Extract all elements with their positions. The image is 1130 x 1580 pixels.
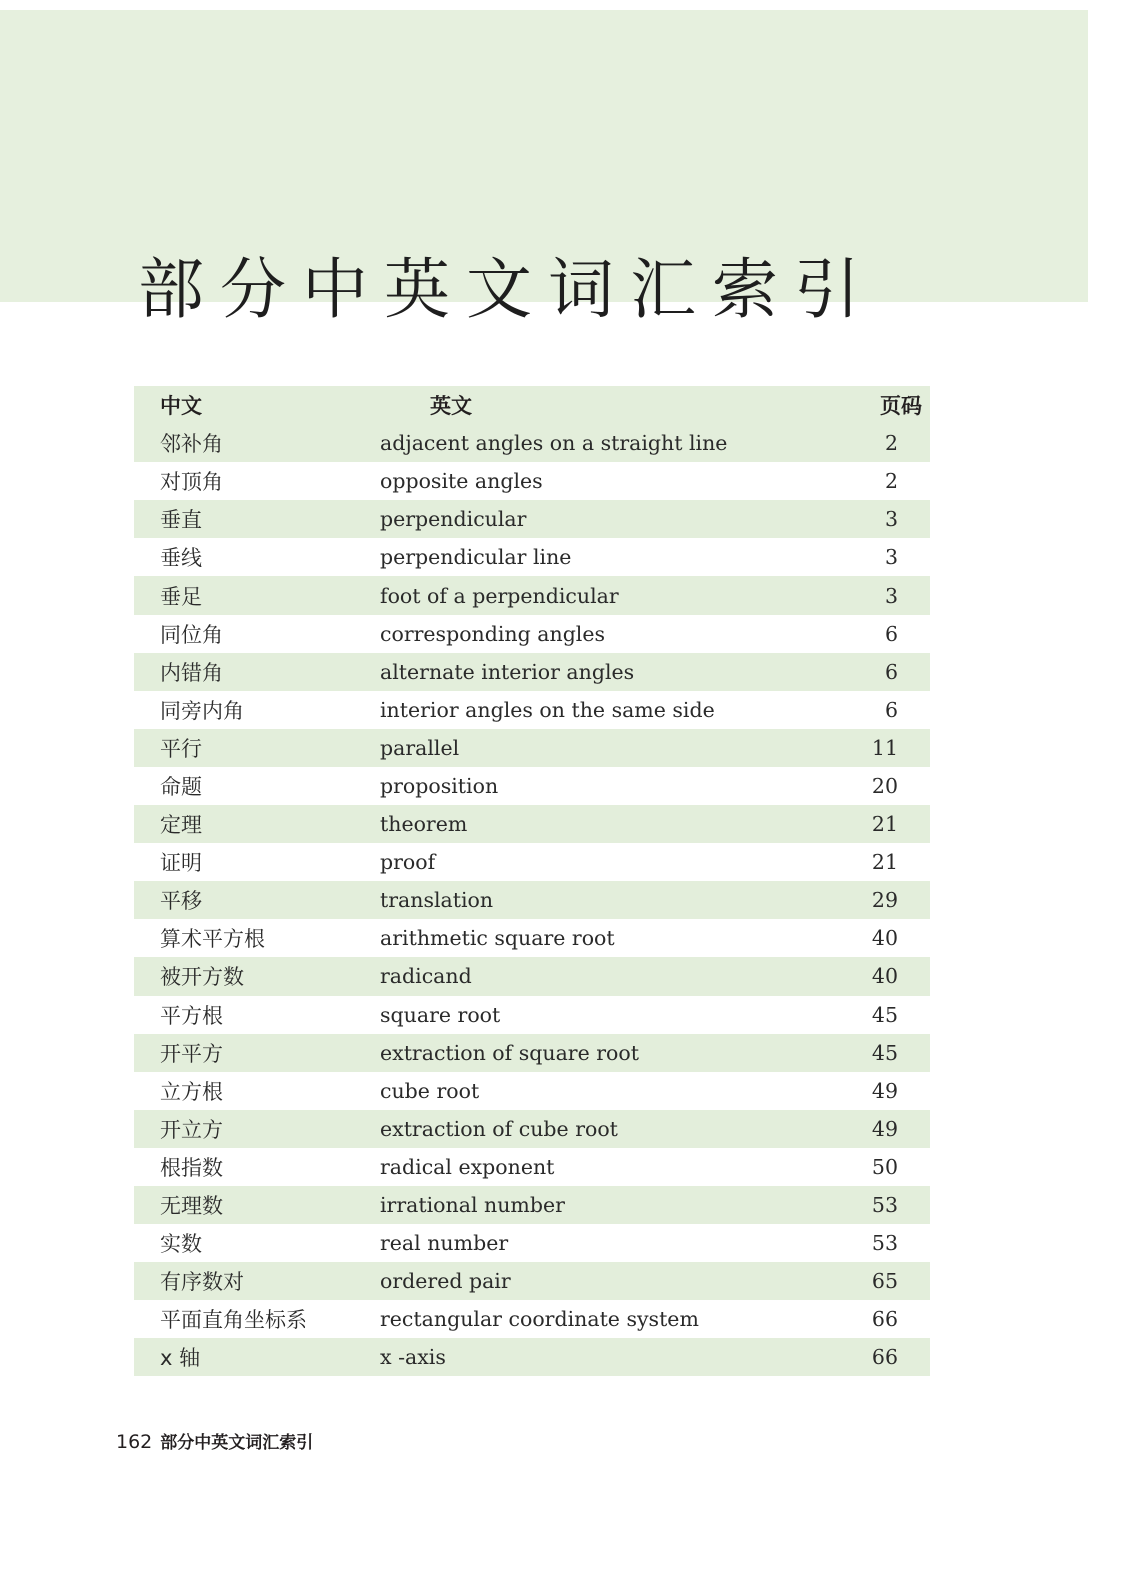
english-term: arithmetic square root bbox=[380, 926, 615, 951]
chinese-term: 内错角 bbox=[160, 660, 223, 685]
table-row bbox=[134, 1110, 930, 1148]
chinese-term: 平面直角坐标系 bbox=[160, 1308, 307, 1333]
table-row bbox=[134, 1148, 930, 1186]
table-row bbox=[134, 1072, 930, 1110]
english-term: square root bbox=[380, 1002, 501, 1027]
page-ref: 2 bbox=[884, 431, 898, 456]
chinese-term: 对顶角 bbox=[160, 470, 223, 495]
page-ref: 40 bbox=[871, 926, 898, 951]
english-term: rectangular coordinate system bbox=[380, 1307, 699, 1332]
page-ref: 3 bbox=[884, 507, 898, 532]
chinese-term: 邻补角 bbox=[160, 432, 223, 457]
chinese-term: 命题 bbox=[160, 774, 202, 799]
page-ref: 11 bbox=[871, 735, 898, 760]
chinese-term: 无理数 bbox=[160, 1194, 223, 1219]
page-ref: 6 bbox=[884, 697, 898, 722]
english-term: proposition bbox=[380, 773, 499, 798]
chinese-term: 同旁内角 bbox=[160, 698, 244, 723]
table-row bbox=[134, 691, 930, 729]
chinese-term: 定理 bbox=[160, 813, 202, 838]
page-ref: 53 bbox=[871, 1231, 898, 1256]
table-row bbox=[134, 1300, 930, 1338]
english-term: theorem bbox=[380, 812, 468, 837]
table-row bbox=[134, 424, 930, 462]
table-row bbox=[134, 576, 930, 614]
english-term: irrational number bbox=[380, 1193, 565, 1218]
chinese-term: 实数 bbox=[160, 1232, 202, 1257]
table-row bbox=[134, 615, 930, 653]
chinese-term: 开立方 bbox=[160, 1117, 223, 1142]
table-row bbox=[134, 462, 930, 500]
table-row bbox=[134, 1338, 930, 1376]
chinese-term: 立方根 bbox=[160, 1079, 223, 1104]
chinese-term: 平行 bbox=[160, 736, 202, 761]
table-body bbox=[134, 424, 930, 1376]
english-term: extraction of cube root bbox=[380, 1116, 618, 1141]
table-row bbox=[134, 919, 930, 957]
english-term: x -axis bbox=[380, 1345, 446, 1370]
header-chinese: 中文 bbox=[160, 394, 202, 419]
chinese-term: 证明 bbox=[160, 851, 202, 876]
english-term: translation bbox=[380, 888, 494, 913]
table-row bbox=[134, 881, 930, 919]
english-term: radicand bbox=[380, 964, 472, 989]
page-ref: 66 bbox=[871, 1307, 898, 1332]
page-ref: 49 bbox=[871, 1078, 898, 1103]
page-ref: 45 bbox=[871, 1040, 898, 1065]
page-ref: 50 bbox=[871, 1154, 898, 1179]
table-row bbox=[134, 729, 930, 767]
chinese-term: 垂足 bbox=[160, 584, 202, 609]
chinese-term: x 轴 bbox=[160, 1346, 201, 1371]
chinese-term: 根指数 bbox=[160, 1155, 223, 1180]
table-row bbox=[134, 805, 930, 843]
page-ref: 6 bbox=[884, 621, 898, 646]
table-row bbox=[134, 653, 930, 691]
footer-page-number: 162 bbox=[116, 1431, 153, 1453]
english-term: alternate interior angles bbox=[380, 659, 635, 684]
table-row bbox=[134, 500, 930, 538]
english-term: perpendicular line bbox=[380, 545, 572, 570]
page-ref: 6 bbox=[884, 659, 898, 684]
page-ref: 65 bbox=[871, 1269, 898, 1294]
english-term: cube root bbox=[380, 1078, 480, 1103]
english-term: extraction of square root bbox=[380, 1040, 639, 1065]
english-term: opposite angles bbox=[380, 469, 543, 494]
chinese-term: 同位角 bbox=[160, 622, 223, 647]
english-term: corresponding angles bbox=[380, 621, 606, 646]
table-row bbox=[134, 1224, 930, 1262]
footer-section-title: 部分中英文词汇索引 bbox=[160, 1433, 314, 1453]
page-ref: 3 bbox=[884, 583, 898, 608]
english-term: radical exponent bbox=[380, 1154, 555, 1179]
chinese-term: 有序数对 bbox=[160, 1270, 244, 1295]
table-row bbox=[134, 1034, 930, 1072]
english-term: proof bbox=[380, 850, 436, 875]
english-term: real number bbox=[380, 1231, 509, 1256]
chinese-term: 垂线 bbox=[160, 546, 202, 571]
english-term: interior angles on the same side bbox=[380, 697, 715, 722]
page-ref: 29 bbox=[871, 888, 898, 913]
english-term: adjacent angles on a straight line bbox=[380, 431, 728, 456]
table-row bbox=[134, 996, 930, 1034]
table-row bbox=[134, 1186, 930, 1224]
table-row bbox=[134, 957, 930, 995]
page-ref: 53 bbox=[871, 1193, 898, 1218]
header-english: 英文 bbox=[430, 394, 472, 419]
header-page: 页码 bbox=[880, 394, 922, 419]
page-ref: 20 bbox=[871, 773, 898, 798]
chinese-term: 开平方 bbox=[160, 1041, 223, 1066]
page-footer bbox=[116, 1428, 313, 1453]
page-ref: 45 bbox=[871, 1002, 898, 1027]
page-ref: 66 bbox=[871, 1345, 898, 1370]
table-row bbox=[134, 767, 930, 805]
english-term: foot of a perpendicular bbox=[380, 583, 619, 608]
page-ref: 49 bbox=[871, 1116, 898, 1141]
page-ref: 21 bbox=[871, 850, 898, 875]
english-term: perpendicular bbox=[380, 507, 527, 532]
page-ref: 21 bbox=[871, 812, 898, 837]
chinese-term: 平方根 bbox=[160, 1003, 223, 1028]
chinese-term: 垂直 bbox=[160, 508, 202, 533]
chinese-term: 被开方数 bbox=[160, 965, 244, 990]
page-title: 部分中英文词汇索引 bbox=[138, 251, 876, 329]
table-row bbox=[134, 843, 930, 881]
chinese-term: 算术平方根 bbox=[160, 927, 265, 952]
table-header-row bbox=[134, 386, 930, 424]
english-term: ordered pair bbox=[380, 1269, 511, 1294]
page-ref: 3 bbox=[884, 545, 898, 570]
table-row bbox=[134, 538, 930, 576]
english-term: parallel bbox=[380, 735, 460, 760]
vocabulary-index-table bbox=[134, 386, 930, 1376]
page-ref: 40 bbox=[871, 964, 898, 989]
chinese-term: 平移 bbox=[160, 889, 202, 914]
table-row bbox=[134, 1262, 930, 1300]
page-ref: 2 bbox=[884, 469, 898, 494]
